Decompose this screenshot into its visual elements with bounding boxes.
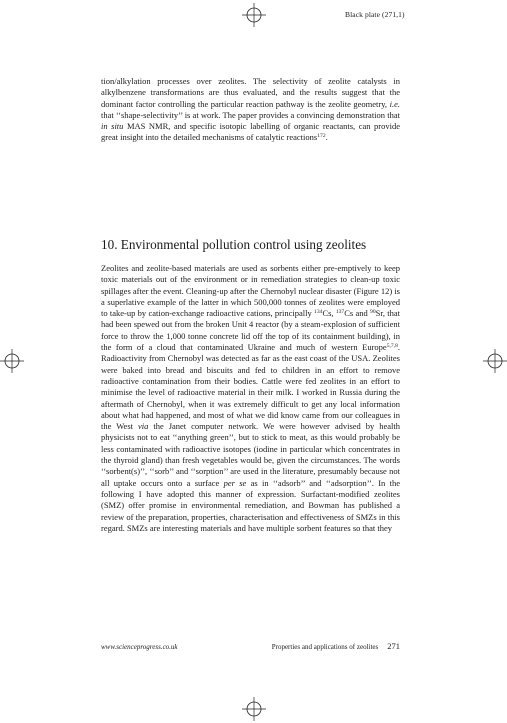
emphasis-text: i.e. (389, 98, 400, 109)
section-paragraph (101, 263, 400, 534)
reference-superscript: 90 (370, 309, 376, 315)
registration-mark-icon-right (483, 349, 507, 373)
text-run: Sr, that had been spewed out from the broken Unit 4 reactor (by a steam-explosion of sufficient force to throw the 1,000 tonne concrete lid off the top of its containment building), in the form of a cloud that contaminated Ukraine and much of western Europe (101, 308, 400, 353)
text-run: . Radioactivity from Chernobyl was detected as far as the east coast of the USA. Zeolites were baked into bread and biscuits and fed to children in an effort to remove radioactive contamination from their bodies. Cattle were fed zeolites in an effort to minimise the level of radioactive material in their milk. I worked in Russia during the aftermath of Chernobyl, when it was extremely difficult to get any local information about what had happened, and most of what we did know came from our colleagues in the West (101, 342, 400, 432)
emphasis-text: in situ (101, 121, 124, 132)
text-run: MAS NMR, and specific isotopic labelling of organic reactants, can provide great insight into the detailed mechanisms of catalytic reactions (101, 121, 400, 143)
registration-mark-icon-top (242, 3, 266, 27)
registration-mark-icon-left (0, 349, 24, 373)
registration-mark-icon-bottom (242, 697, 266, 721)
intro-text-block (101, 76, 400, 144)
running-title: Properties and applications of zeolites (271, 643, 379, 651)
emphasis-text: via (137, 421, 149, 432)
page-number: 271 (387, 641, 400, 651)
text-run: . (325, 132, 328, 143)
plate-label: Black plate (271,1) (345, 10, 405, 19)
text-run: tion/alkylation processes over zeolites. The selectivity of zeolite catalysts in alkylbenzene transformations are thus evaluated, and the results suggest that the dominant factor controlling the particular reaction pathway is the zeolite geometry, (101, 76, 400, 109)
footer-right (272, 641, 400, 651)
text-run: the Janet computer network. We were however advised by health physicists not to eat ‘‘anything green’’, but to stick to meat, as this would probably be less contaminated with radioactive isotopes (iodine in particular which concentrates in the thyroid gland) than fresh vegetables would be, given the circumstances. The words ‘‘sorbent(s)’’, ‘‘sorb’’ and ‘‘sorption’’ are used in the literature, presumably because not all uptake occurs onto a surface (101, 421, 400, 488)
reference-superscript: 172 (317, 133, 326, 140)
text-run: Zeolites and zeolite-based materials are used as sorbents either pre-emptively to keep toxic materials out of the environment or in remediation strategies to clean-up toxic spillages after the event. Cleaning-up after the Chernobyl nuclear disaster (Figure 12) is a superlative example of the latter in which 500,000 tonnes of zeolites were employed to take-up by cation-exchange radioactive cations, principally (101, 263, 400, 319)
text-run: Cs and (344, 308, 371, 319)
section-heading: 10. Environmental pollution control using zeolites (101, 237, 367, 252)
reference-superscript: 137 (335, 309, 345, 315)
intro-paragraph (101, 76, 400, 144)
emphasis-text: per se (223, 477, 247, 488)
page-footer (101, 641, 400, 651)
reference-superscript: 5,7,8 (386, 342, 398, 349)
text-run: Cs, (322, 308, 336, 319)
text-run: as in ‘‘adsorb’’ and ‘‘adsorption’’. In the following I have adopted this manner of expression. Surfactant-modified zeolites (SMZ) offer promise in environmental remediation, and Bowman has published a review of the preparation, properties, characterisation and effectiveness of SMZs in this regard. SMZs are interesting materials and have multiple sorbent features so that they (101, 477, 400, 533)
reference-superscript: 134 (314, 309, 323, 315)
section-text-block (101, 263, 400, 534)
footer-url: www.scienceprogress.co.uk (101, 643, 178, 651)
text-run: that ‘‘shape-selectivity’’ is at work. The paper provides a convincing demonstration that (101, 109, 400, 120)
